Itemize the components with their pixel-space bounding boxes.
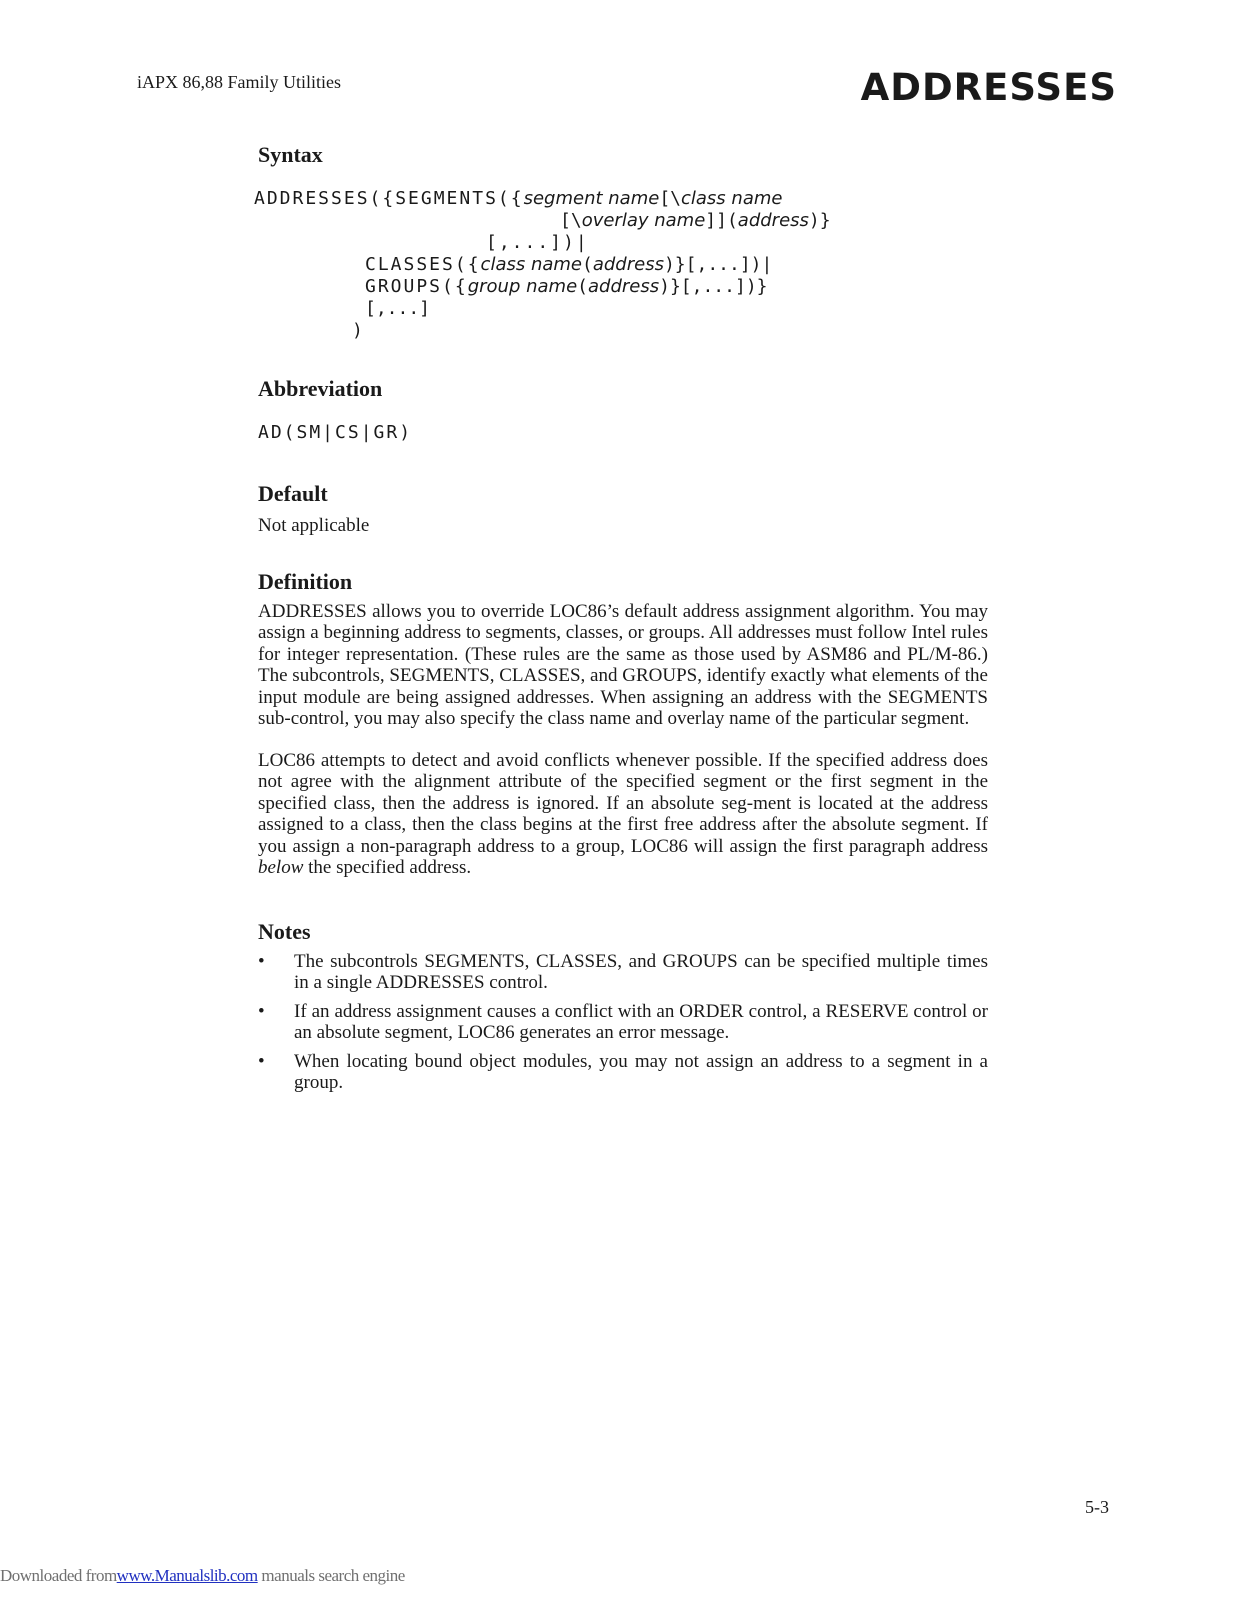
syntax-line-1	[254, 188, 782, 210]
syntax-param: segment name	[523, 188, 660, 209]
notes-list	[258, 951, 988, 1094]
syntax-line-4	[365, 254, 772, 276]
syntax-heading: Syntax	[258, 142, 323, 167]
syntax-line-6: [,...]	[365, 298, 431, 319]
default-heading: Default	[258, 481, 328, 506]
running-head: iAPX 86,88 Family Utilities	[137, 72, 342, 92]
abbreviation-value: AD(SM|CS|GR)	[258, 422, 413, 443]
note-text: If an address assignment causes a conflict with an ORDER control, a RESERVE control or an absolute segment, LOC86 generates an error message.	[294, 1000, 988, 1043]
syntax-param: address	[592, 254, 664, 275]
syntax-token: ]](	[705, 210, 738, 231]
definition-heading: Definition	[258, 568, 353, 594]
syntax-line-7: )	[352, 320, 363, 341]
list-item	[258, 1051, 988, 1094]
note-text: The subcontrols SEGMENTS, CLASSES, and GROUPS can be specified multiple times in a single ADDRESSES control.	[294, 950, 988, 993]
syntax-param: group name	[467, 276, 578, 297]
syntax-token: (	[582, 254, 593, 275]
definition-emphasis: below	[258, 857, 304, 878]
notes-heading: Notes	[258, 918, 311, 944]
syntax-keyword: GROUPS({	[365, 276, 468, 297]
syntax-token: )}[,...])}	[659, 276, 768, 297]
syntax-token: (	[577, 276, 588, 297]
abbreviation-heading: Abbreviation	[258, 376, 383, 401]
page-number: 5-3	[1085, 1497, 1109, 1517]
bullet-icon: •	[258, 950, 265, 972]
definition-text: LOC86 attempts to detect and avoid conflicts whenever possible. If the specified address does not agree with the alignment attribute of the specified segment or the first segment in the specified class, then the address is ignored. If an absolute seg-ment is located at the address assigned to a class, then the class begins at the first free address after the absolute segment. If you assign a non-paragraph address to a group, LOC86 will assign the first paragraph address	[258, 749, 988, 857]
page-content	[254, 140, 988, 1101]
syntax-token: )}	[808, 210, 831, 231]
syntax-param: address	[737, 210, 809, 231]
default-value: Not applicable	[258, 515, 370, 536]
bullet-icon: •	[258, 1000, 265, 1022]
definition-paragraph-1: ADDRESSES allows you to override LOC86’s default address assignment algorithm. You may assign a beginning address to segments, classes, or groups. All addresses must follow Intel rules for integer representation. (These rules are the same as those used by ASM86 and PL/M-86.) The subcontrols, SEGMENTS, CLASSES, and GROUPS, identify exactly what elements of the input module are being assigned addresses. When assigning an address with the SEGMENTS sub-control, you may also specify the class name and overlay name of the particular segment.	[258, 600, 988, 729]
list-item	[258, 951, 988, 994]
syntax-token: [\	[659, 188, 681, 209]
syntax-keyword: ADDRESSES({SEGMENTS({	[254, 188, 524, 209]
syntax-line-3: [,...])|	[486, 232, 589, 253]
footer-prefix: Downloaded from	[0, 1566, 117, 1585]
list-item	[258, 1001, 988, 1044]
definition-paragraph-2	[258, 750, 988, 879]
syntax-param: class name	[480, 254, 582, 275]
note-text: When locating bound object modules, you may not assign an address to a segment in a group.	[294, 1050, 988, 1093]
footer-suffix: manuals search engine	[261, 1566, 405, 1585]
syntax-block	[254, 184, 988, 374]
syntax-param: address	[588, 276, 660, 297]
definition-text: the specified address.	[308, 857, 472, 878]
manualslib-link[interactable]: www.Manualslib.com	[116, 1566, 258, 1585]
section-title: ADDRESSES	[860, 66, 1117, 109]
syntax-token: )}[,...])|	[663, 254, 773, 275]
syntax-param: overlay name	[581, 210, 706, 231]
syntax-param: class name	[681, 188, 783, 209]
syntax-line-2	[560, 210, 831, 232]
bullet-icon: •	[258, 1050, 265, 1072]
syntax-token: [\	[560, 210, 582, 231]
footer	[0, 1566, 405, 1586]
syntax-line-5	[365, 276, 768, 298]
syntax-keyword: CLASSES({	[365, 254, 481, 275]
